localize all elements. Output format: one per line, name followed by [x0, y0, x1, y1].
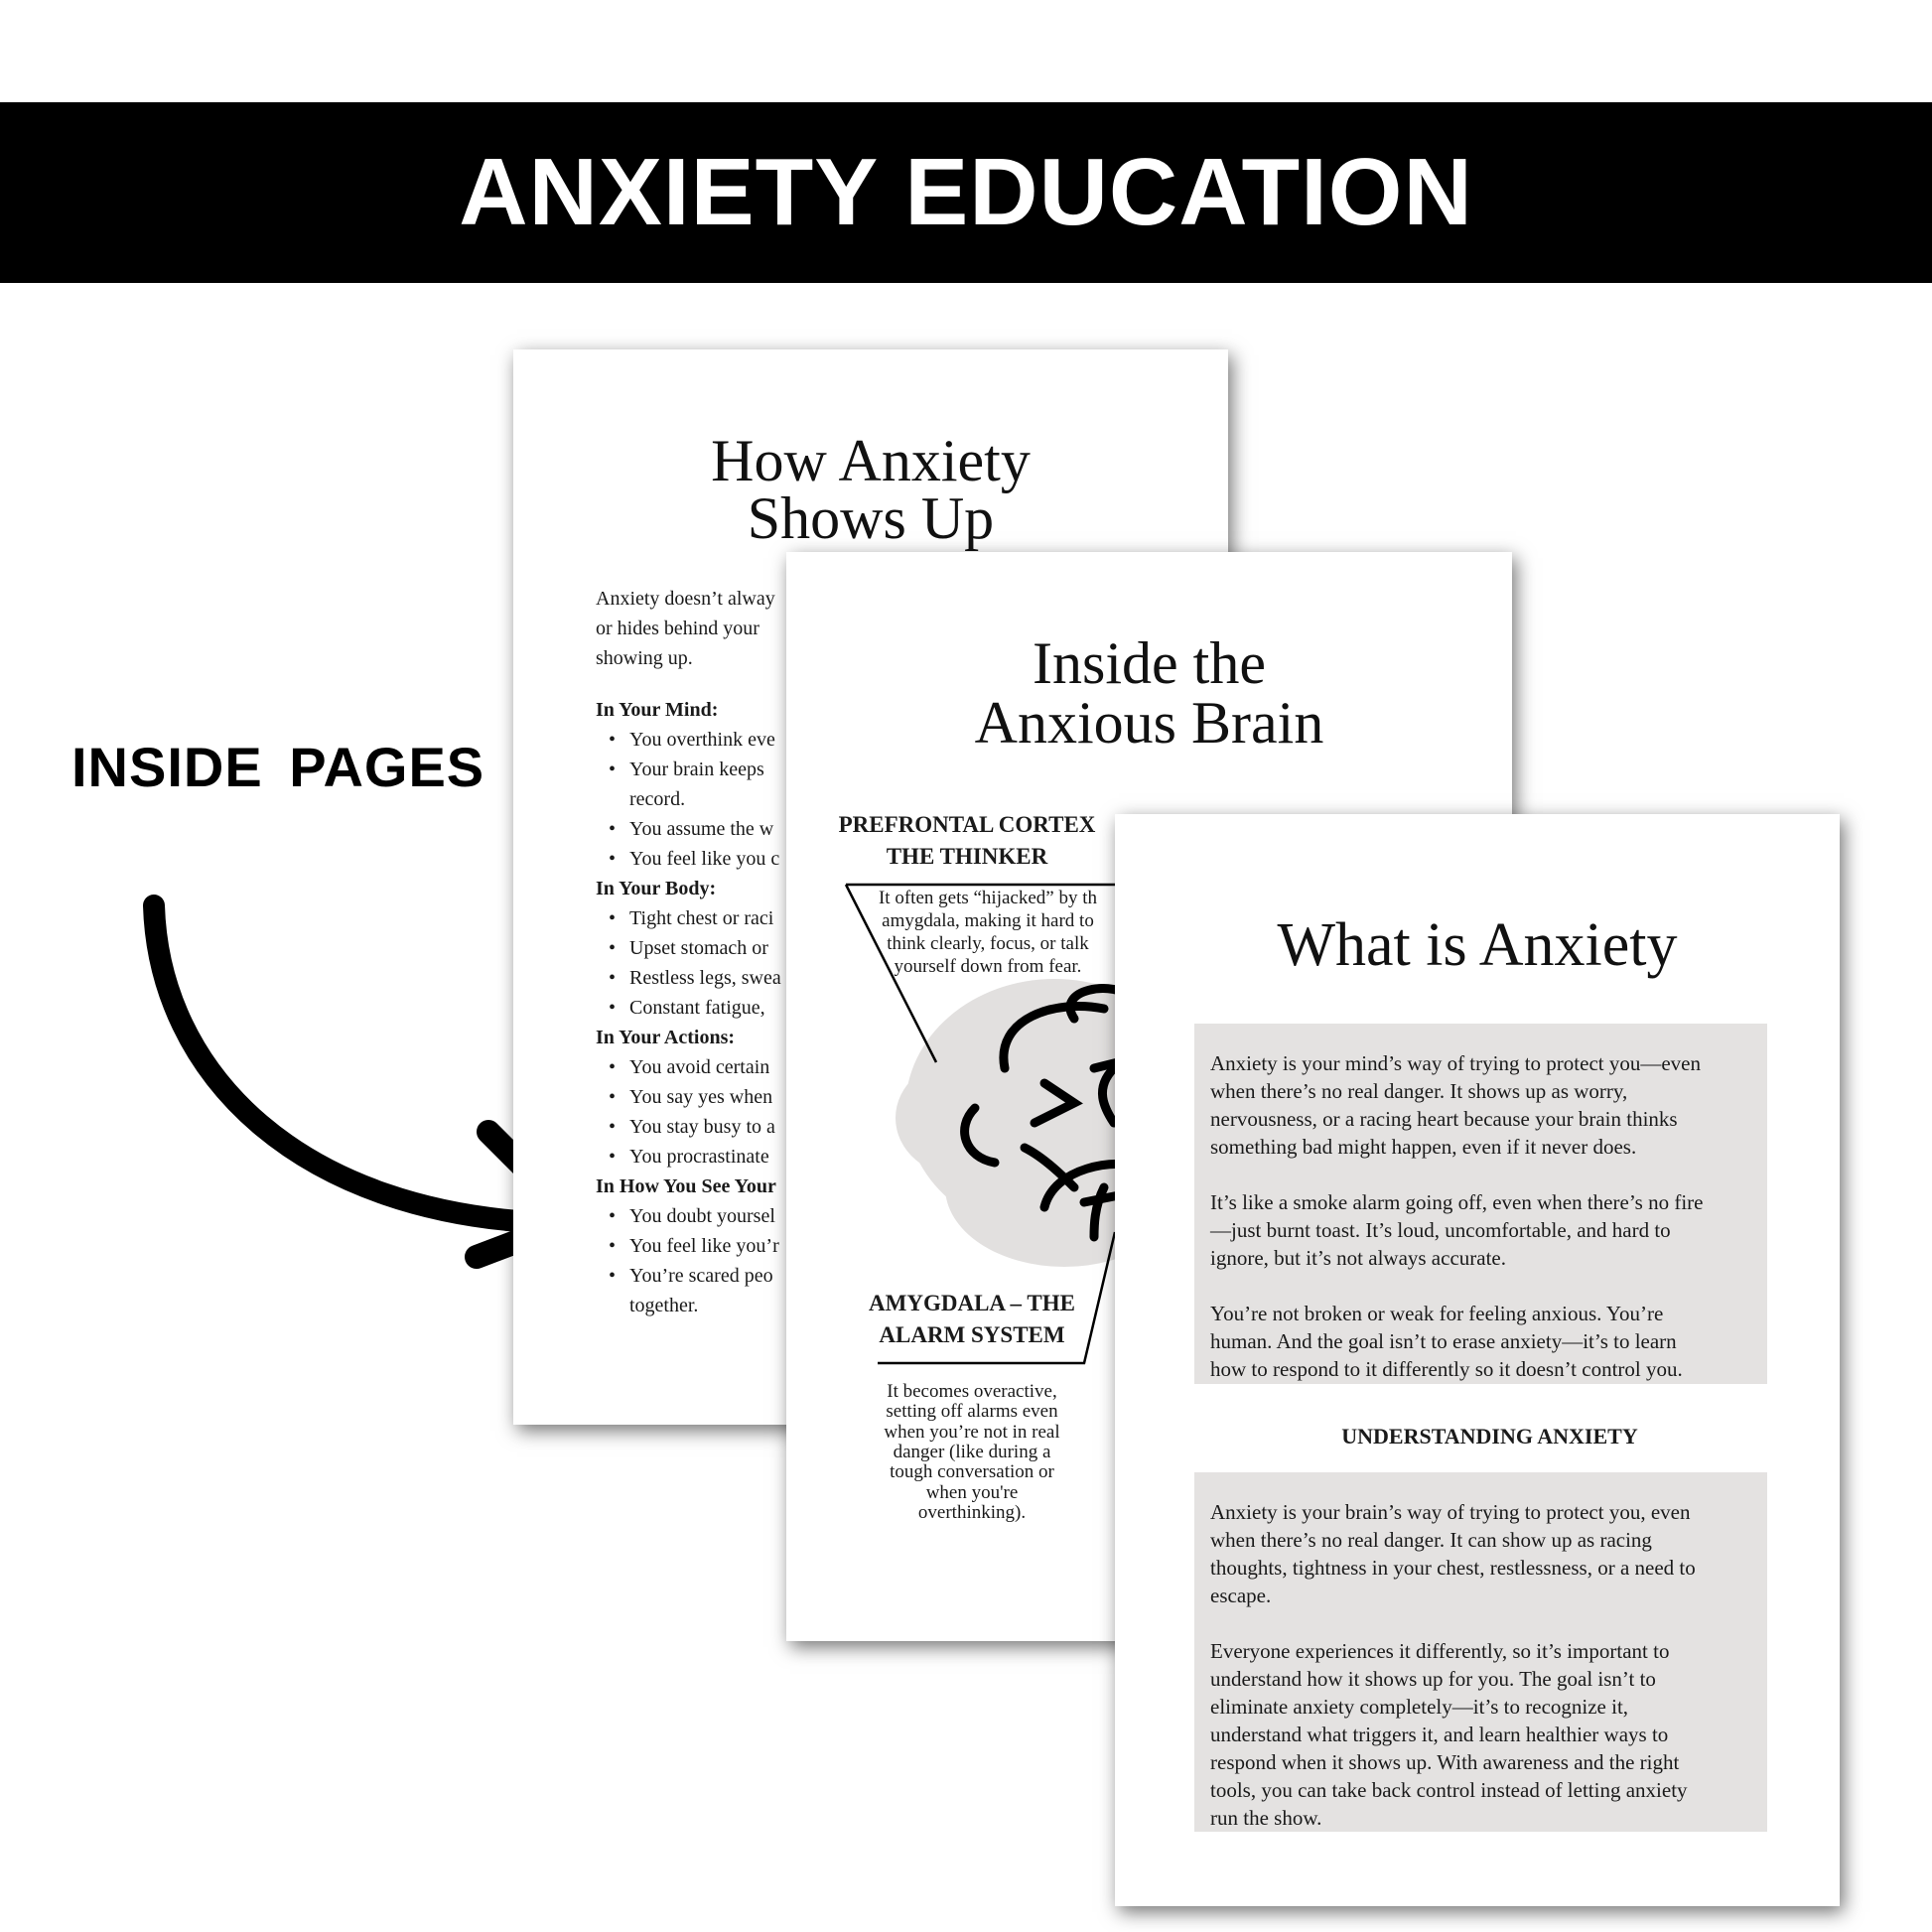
- list-item: [609, 1052, 770, 1082]
- paragraph-line: how to respond to it differently so it doesn’t control you.: [1210, 1357, 1683, 1381]
- bullet-icon: •: [609, 907, 617, 929]
- amygdala-text-line: when you’re not in real: [884, 1421, 1060, 1443]
- banner-title: ANXIETY EDUCATION: [459, 139, 1473, 245]
- section-heading: In How You See Your: [596, 1175, 776, 1197]
- paragraph-line: It’s like a smoke alarm going off, even when there’s no fire: [1210, 1190, 1704, 1214]
- amygdala-heading-line2: ALARM SYSTEM: [879, 1322, 1065, 1347]
- paragraph-line: Anxiety is your brain’s way of trying to protect you, even: [1210, 1500, 1691, 1524]
- pfc-text-line: amygdala, making it hard to: [882, 910, 1094, 931]
- list-item: [609, 1261, 773, 1291]
- amygdala-text-line: It becomes overactive,: [887, 1381, 1057, 1402]
- bullet-icon: •: [609, 729, 617, 751]
- page1-title-line2: Shows Up: [747, 485, 995, 551]
- bullet-icon: •: [609, 1205, 617, 1227]
- page2-title-line2: Anxious Brain: [974, 690, 1324, 756]
- amygdala-text-line: tough conversation or: [890, 1461, 1054, 1483]
- amygdala-heading-line1: AMYGDALA – THE: [869, 1291, 1075, 1315]
- bullet-icon: •: [609, 1116, 617, 1138]
- paragraph-line: You’re not broken or weak for feeling anxious. You’re: [1210, 1302, 1664, 1325]
- list-item: Anxiety doesn’t alway: [596, 588, 775, 610]
- list-item: [609, 844, 780, 874]
- list-item: [609, 963, 781, 993]
- page2-title-line1: Inside the: [1033, 630, 1266, 696]
- list-item-text: You feel like you c: [629, 848, 780, 870]
- list-item-text: You doubt yoursel: [629, 1205, 775, 1227]
- list-item-text: Upset stomach or: [629, 937, 768, 959]
- pfc-heading-line2: THE THINKER: [886, 844, 1048, 869]
- list-item-text: Your brain keeps: [629, 759, 764, 780]
- list-item: [609, 993, 765, 1023]
- list-item: showing up.: [596, 647, 693, 669]
- paragraph-line: escape.: [1210, 1584, 1272, 1607]
- list-item-text: You overthink eve: [629, 729, 775, 751]
- paragraph-line: Anxiety is your mind’s way of trying to protect you—even: [1210, 1051, 1702, 1075]
- list-item: [609, 903, 774, 933]
- section-heading: UNDERSTANDING ANXIETY: [1341, 1424, 1638, 1449]
- paragraph-line: run the show.: [1210, 1806, 1322, 1830]
- paragraph-line: ignore, but it’s not always accurate.: [1210, 1246, 1506, 1270]
- bullet-icon: •: [609, 759, 617, 780]
- bullet-icon: •: [609, 1086, 617, 1108]
- list-item: [609, 814, 774, 844]
- pfc-text-line: think clearly, focus, or talk: [887, 933, 1089, 954]
- paragraph-line: something bad might happen, even if it never does.: [1210, 1135, 1637, 1159]
- page-what-is-anxiety: [1115, 814, 1840, 1906]
- paragraph-line: understand how it shows up for you. The goal isn’t to: [1210, 1667, 1656, 1691]
- list-item-text: You stay busy to a: [629, 1116, 775, 1138]
- paragraph-line: thoughts, tightness in your chest, restlessness, or a need to: [1210, 1556, 1696, 1580]
- bullet-icon: •: [609, 1056, 617, 1078]
- amygdala-text-line: overthinking).: [917, 1501, 1027, 1523]
- paragraph-line: understand what triggers it, and learn healthier ways to: [1210, 1723, 1669, 1746]
- list-item: [609, 1231, 779, 1261]
- list-item-text: You procrastinate: [629, 1146, 769, 1168]
- list-item-text: You’re scared peo: [629, 1265, 773, 1287]
- list-item: [609, 1142, 769, 1172]
- bullet-icon: •: [609, 1235, 617, 1257]
- inside-pages-label: INSIDE PAGES: [71, 736, 485, 798]
- pfc-text-line: yourself down from fear.: [894, 956, 1082, 977]
- amygdala-text-line: danger (like during a: [893, 1441, 1051, 1462]
- paragraph-line: when there’s no real danger. It can show up as racing: [1210, 1528, 1652, 1552]
- page3-title: What is Anxiety: [1277, 911, 1678, 979]
- list-item: [609, 1112, 775, 1142]
- list-item-text: You assume the w: [629, 818, 774, 840]
- list-item: [609, 933, 768, 963]
- amygdala-text-line: setting off alarms even: [886, 1401, 1058, 1423]
- paragraph-line: when there’s no real danger. It shows up as worry,: [1210, 1079, 1628, 1103]
- list-item-text: Constant fatigue,: [629, 997, 765, 1019]
- paragraph-line: eliminate anxiety completely—it’s to recognize it,: [1210, 1695, 1629, 1719]
- paragraph-line: human. And the goal isn’t to erase anxiety—it’s to learn: [1210, 1329, 1677, 1353]
- paragraph-line: Everyone experiences it differently, so it’s important to: [1210, 1639, 1670, 1663]
- section-heading: In Your Mind:: [596, 699, 719, 721]
- bullet-icon: •: [609, 848, 617, 870]
- list-item: record.: [629, 788, 686, 810]
- paragraph-line: respond when it shows up. With awareness and the right: [1210, 1750, 1680, 1774]
- paragraph-line: nervousness, or a racing heart because your brain thinks: [1210, 1107, 1678, 1131]
- pfc-heading-line1: PREFRONTAL CORTEX: [838, 812, 1096, 837]
- list-item-text: You say yes when: [629, 1086, 773, 1108]
- pfc-text-line: It often gets “hijacked” by th: [878, 888, 1097, 908]
- bullet-icon: •: [609, 937, 617, 959]
- list-item: or hides behind your: [596, 618, 759, 639]
- page1-title-line1: How Anxiety: [711, 428, 1031, 493]
- understanding-box: [1194, 1472, 1767, 1832]
- list-item-text: Tight chest or raci: [629, 907, 774, 929]
- list-item: [609, 1082, 773, 1112]
- list-item: together.: [629, 1295, 699, 1316]
- section-heading: In Your Body:: [596, 878, 717, 899]
- bullet-icon: •: [609, 997, 617, 1019]
- amygdala-text-line: when you're: [925, 1481, 1019, 1503]
- intro-box: [1194, 1024, 1767, 1384]
- bullet-icon: •: [609, 1265, 617, 1287]
- list-item: [609, 755, 764, 784]
- list-item-text: You feel like you’r: [629, 1235, 779, 1257]
- bullet-icon: •: [609, 818, 617, 840]
- list-item-text: Restless legs, swea: [629, 967, 781, 989]
- paragraph-line: tools, you can take back control instead of letting anxiety: [1210, 1778, 1688, 1802]
- section-heading: In Your Actions:: [596, 1027, 736, 1048]
- paragraph-line: —just burnt toast. It’s loud, uncomfortable, and hard to: [1210, 1218, 1671, 1242]
- list-item-text: You avoid certain: [629, 1056, 770, 1078]
- list-item: [609, 725, 775, 755]
- list-item: [609, 1201, 775, 1231]
- bullet-icon: •: [609, 967, 617, 989]
- bullet-icon: •: [609, 1146, 617, 1168]
